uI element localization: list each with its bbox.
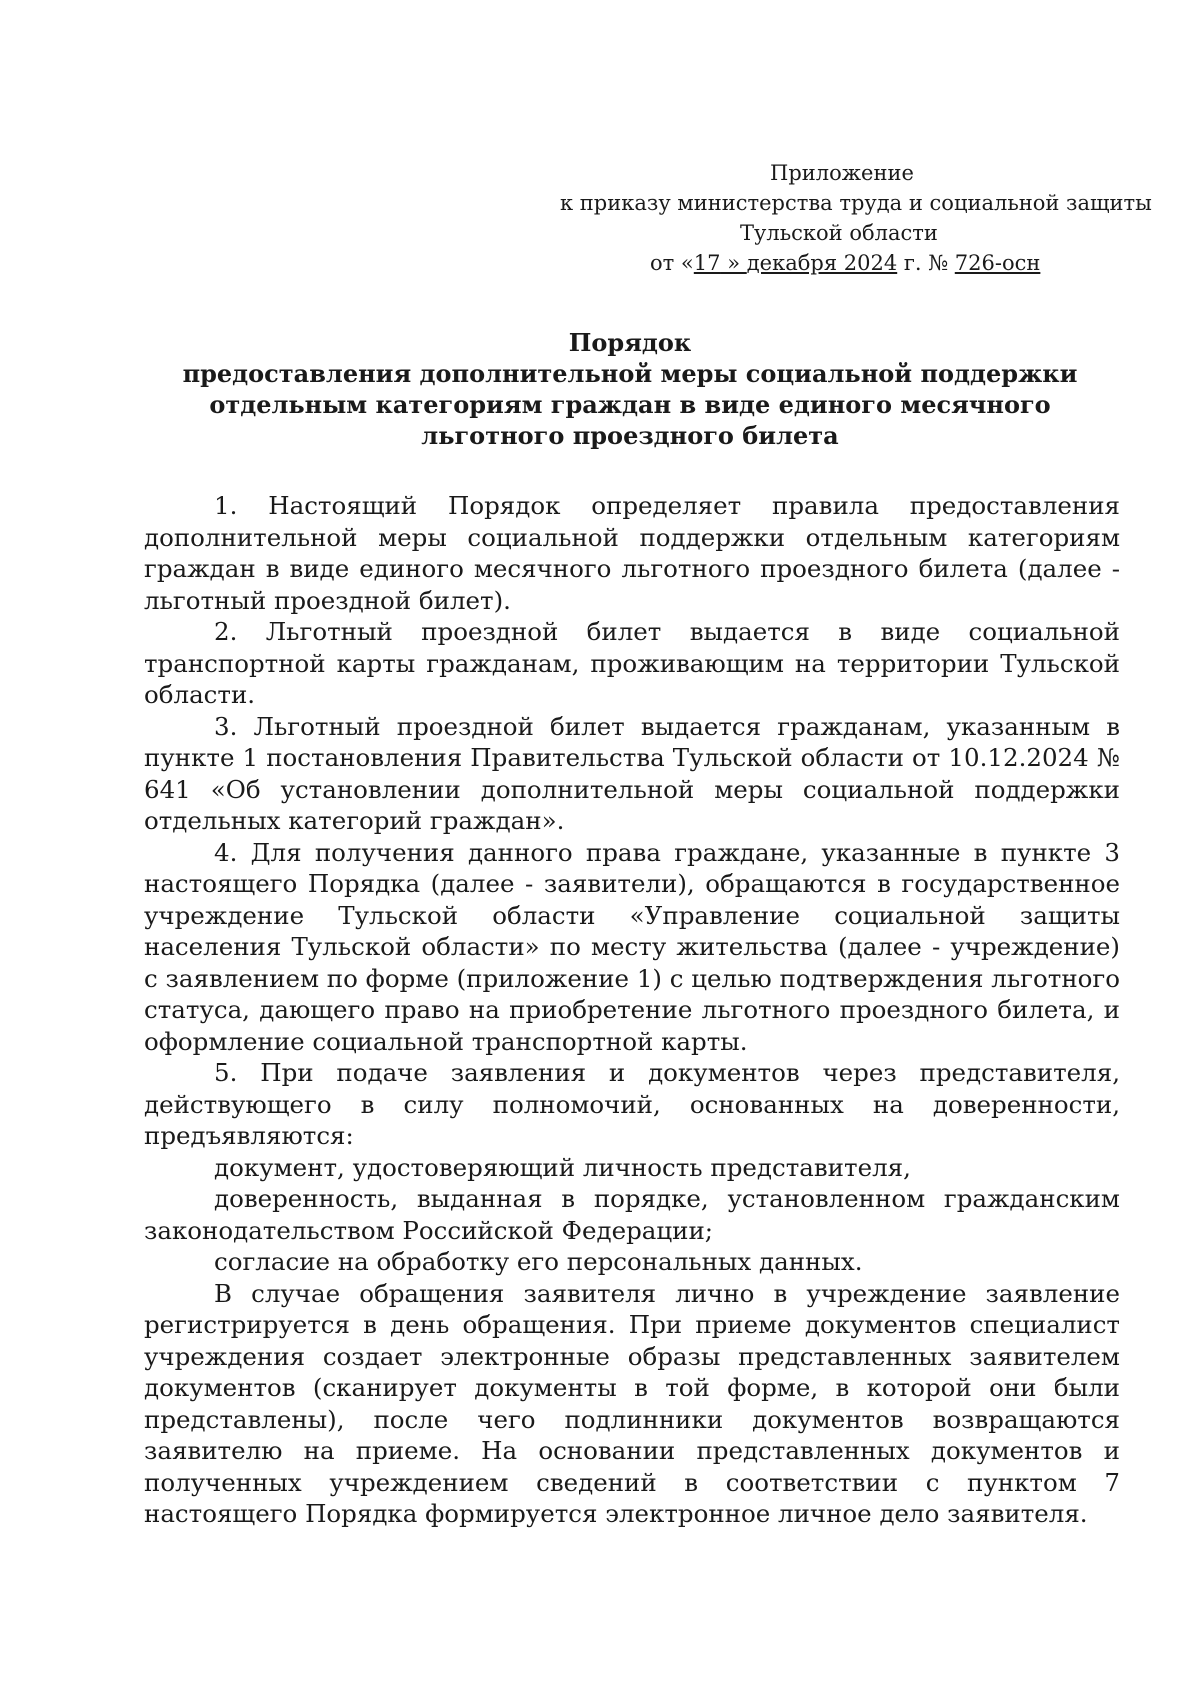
date-day: 17 (693, 251, 721, 275)
date-month-year: декабря 2024 (746, 251, 898, 275)
title-line-3: отдельным категориям граждан в виде единого месячного (209, 390, 1051, 419)
date-suffix: г. № (897, 251, 955, 275)
title-line-4: льготного проездного билета (421, 421, 839, 450)
annex-header (560, 158, 1152, 278)
paragraph-5: 5. При подаче заявления и документов через представителя, действующего в силу полномочий, основанных на доверенности, предъявляются: (144, 1058, 1120, 1150)
order-number: 726-осн (954, 251, 1041, 275)
paragraph-1: 1. Настоящий Порядок определяет правила предоставления дополнительной меры социальной поддержки отдельным категориям граждан в виде единого месячного льготного проездного билета (далее - льготный проездной билет). (144, 491, 1120, 615)
annex-title: Приложение (770, 161, 914, 185)
paragraph-3: 3. Льготный проездной билет выдается гражданам, указанным в пункте 1 постановления Правительства Тульской области от 10.12.2024 № 641 «Об установлении дополнительной меры социальной поддержки отдельных категорий граждан». (144, 711, 1120, 835)
annex-date-line (560, 248, 1120, 278)
paragraph-5-item-1: документ, удостоверяющий личность представителя, (214, 1152, 911, 1182)
paragraph-5-item-2: доверенность, выданная в порядке, установленном гражданским законодательством Российской Федерации; (144, 1184, 1120, 1245)
title-line-2: предоставления дополнительной меры социальной поддержки (182, 359, 1078, 388)
paragraph-2: 2. Льготный проездной билет выдается в виде социальной транспортной карты гражданам, проживающим на территории Тульской области. (144, 617, 1120, 709)
paragraph-4: 4. Для получения данного права граждане, указанные в пункте 3 настоящего Порядка (далее - заявители), обращаются в государственное учреждение Тульской области «Управление социальной защиты населения Тульской области» по месту жительства (далее - учреждение) с заявлением по форме (приложение 1) с целью подтверждения льготного статуса, дающего право на приобретение льготного проездного билета, и оформление социальной транспортной карты. (144, 837, 1120, 1056)
date-prefix: от « (650, 251, 694, 275)
annex-region: Тульской области (740, 221, 938, 245)
paragraph-6: В случае обращения заявителя лично в учреждение заявление регистрируется в день обращения. При приеме документов специалист учреждения создает электронные образы представленных заявителем документов (сканирует документы в той форме, в которой они были представлены), после чего подлинники документов возвращаются заявителю на приеме. На основании представленных документов и полученных учреждением сведений в соответствии с пунктом 7 настоящего Порядка формируется электронное личное дело заявителя. (144, 1278, 1120, 1528)
document-title (140, 327, 1120, 451)
annex-order-ref: к приказу министерства труда и социальной защиты (560, 191, 1152, 215)
title-line-1: Порядок (568, 328, 692, 357)
document-body (144, 490, 1120, 1530)
date-mid: » (720, 251, 747, 275)
paragraph-5-item-3: согласие на обработку его персональных данных. (214, 1247, 863, 1276)
